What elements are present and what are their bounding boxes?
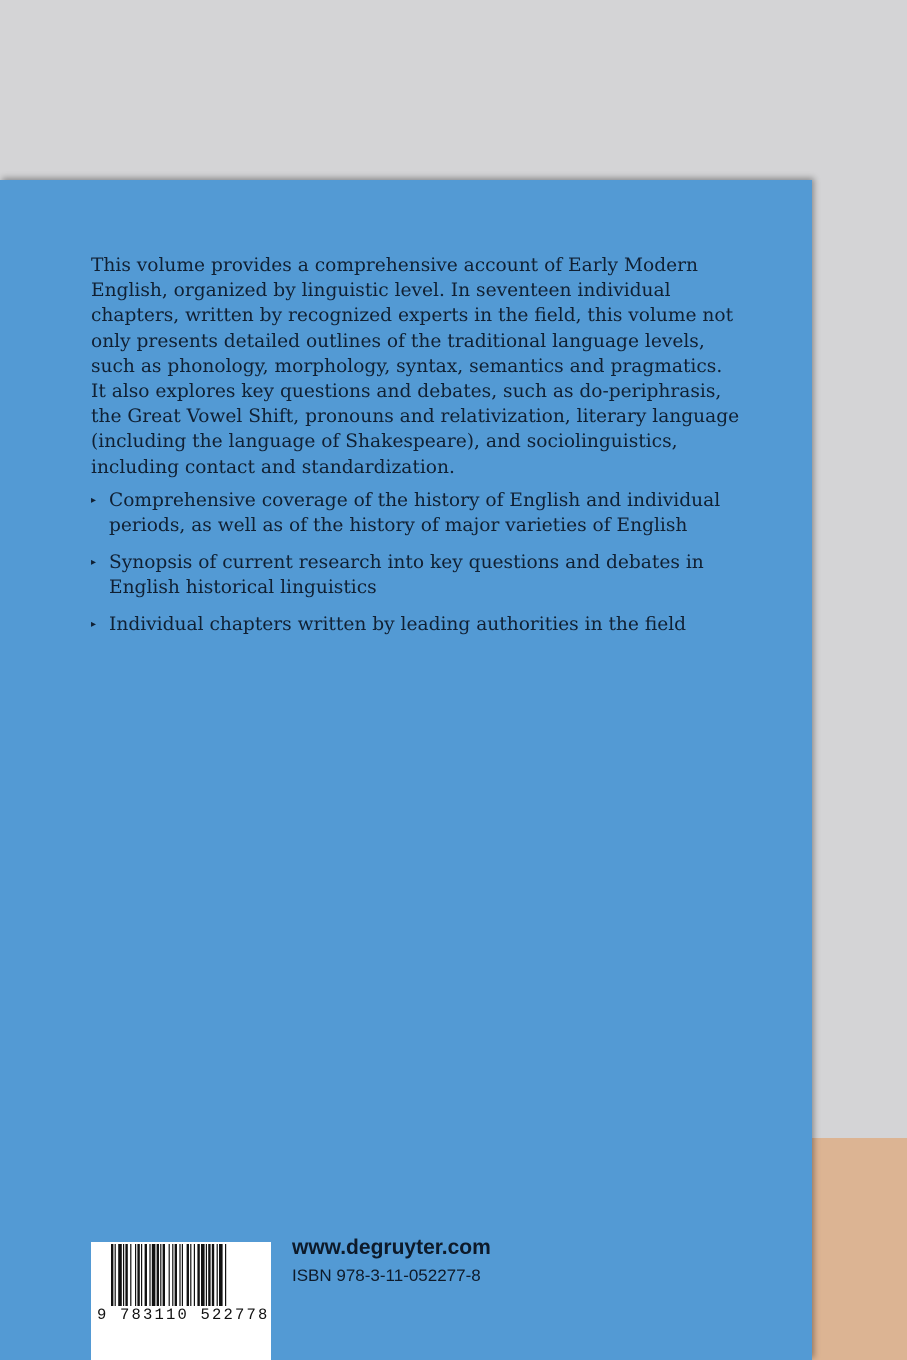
barcode-bar — [201, 1244, 205, 1306]
barcode-bars-icon — [91, 1242, 271, 1306]
barcode-bar — [197, 1244, 199, 1306]
publisher-url[interactable]: www.degruyter.com — [292, 1236, 491, 1259]
barcode-bar — [217, 1244, 218, 1306]
barcode-bar — [115, 1244, 116, 1306]
barcode-bar — [206, 1244, 207, 1306]
barcode-bar — [212, 1244, 214, 1306]
barcode-bar — [160, 1244, 161, 1306]
barcode-bar — [194, 1244, 195, 1306]
barcode-bar — [187, 1244, 189, 1306]
adjacent-book-edge — [812, 1138, 907, 1360]
barcode-bar — [152, 1244, 156, 1306]
barcode-bar — [157, 1244, 159, 1306]
barcode-bar — [141, 1244, 142, 1306]
bullet-arrow-icon: ▸ — [91, 619, 97, 630]
barcode-bar — [118, 1244, 122, 1306]
barcode-bar — [190, 1244, 191, 1306]
barcode-bar — [130, 1244, 131, 1306]
barcode-bar — [149, 1244, 150, 1306]
feature-text: Synopsis of current research into key questions and debates in English historical linguistics — [109, 552, 704, 598]
bullet-arrow-icon: ▸ — [91, 495, 97, 506]
barcode-bar — [219, 1244, 223, 1306]
barcode-bar — [135, 1244, 136, 1306]
feature-item — [91, 550, 751, 600]
barcode-bar — [169, 1244, 170, 1306]
feature-item — [91, 488, 751, 538]
barcode-bar — [145, 1244, 147, 1306]
barcode-bar — [111, 1244, 113, 1306]
barcode-bar — [225, 1244, 226, 1306]
barcode-bar — [179, 1244, 180, 1306]
barcode-bar — [137, 1244, 139, 1306]
barcode-bar — [208, 1244, 210, 1306]
book-description: This volume provides a comprehensive account of Early Modern English, organized by linguistic level. In seventeen individual chapters, written by recognized experts in the field, this volume not only presents detailed outlines of the traditional language levels, such as phonology, morphology, syntax, semantics and pragmatics. It also explores key questions and debates, such as do-periphrasis, the Great Vowel Shift, pronouns and relativization, literary language (including the language of Shakespeare), and sociolinguistics, including contact and standardization. — [91, 255, 740, 478]
barcode-bar — [172, 1244, 173, 1306]
barcode-bar — [123, 1244, 124, 1306]
barcode-bar — [182, 1244, 183, 1306]
barcode-bar — [175, 1244, 177, 1306]
barcode-number: 9 783110 522778 — [97, 1306, 270, 1324]
feature-text: Comprehensive coverage of the history of English and individual periods, as well as of the history of major varieties of English — [109, 490, 721, 536]
barcode — [91, 1242, 271, 1360]
feature-list — [91, 488, 751, 649]
barcode-bar — [125, 1244, 127, 1306]
bullet-arrow-icon: ▸ — [91, 557, 97, 568]
barcode-bar — [163, 1244, 165, 1306]
feature-text: Individual chapters written by leading authorities in the field — [109, 614, 687, 635]
isbn-label: ISBN 978-3-11-052277-8 — [292, 1266, 481, 1285]
feature-item — [91, 612, 751, 637]
